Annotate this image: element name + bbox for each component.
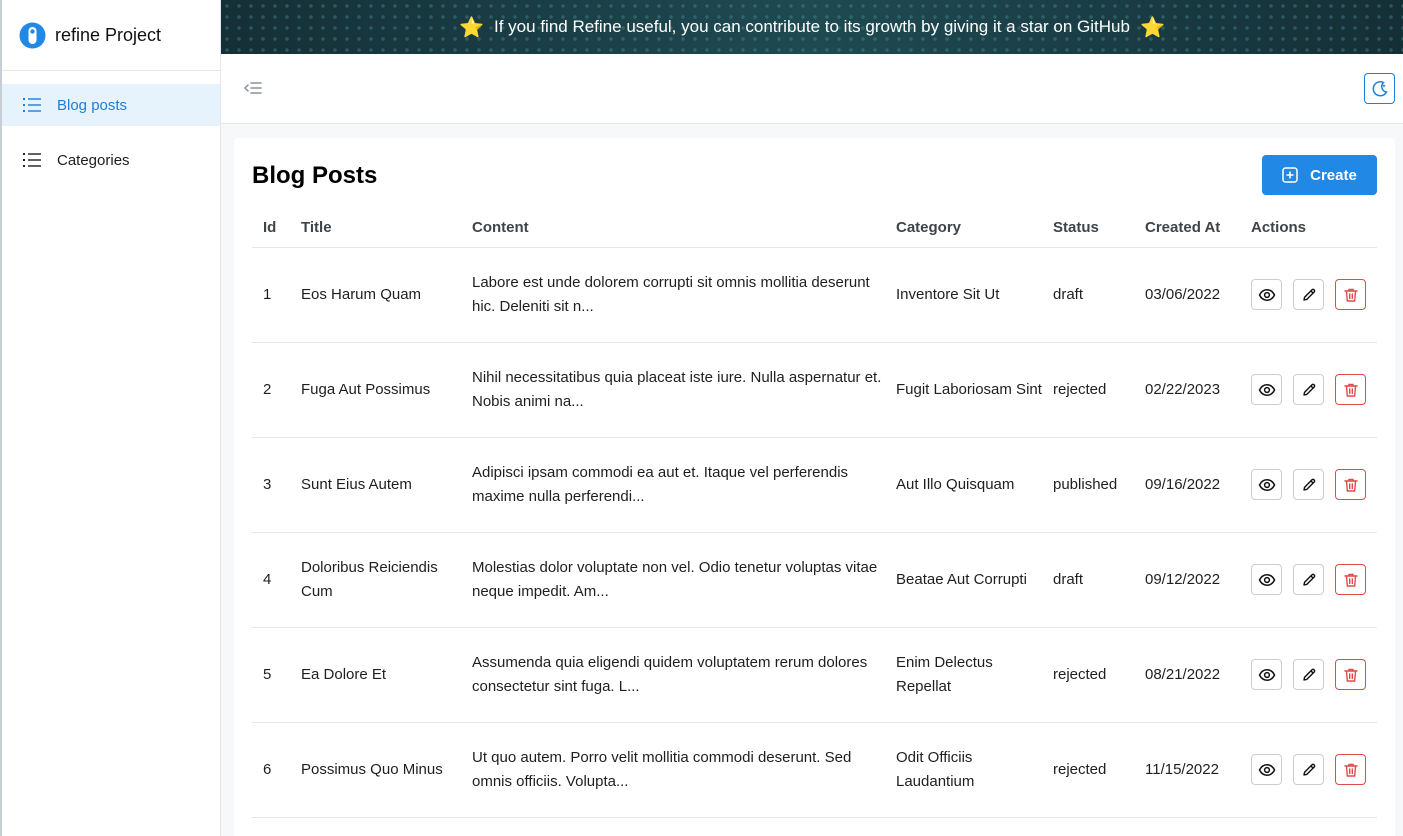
cell-created-at: 08/21/2022: [1145, 627, 1251, 722]
edit-button[interactable]: [1293, 564, 1324, 595]
pencil-icon: [1301, 477, 1317, 493]
star-icon: ⭐: [1139, 16, 1165, 39]
cell-actions: [1251, 437, 1377, 532]
trash-icon: [1343, 382, 1359, 398]
sidebar-nav: [2, 84, 220, 181]
cell-status: draft: [1053, 532, 1145, 627]
cell-content: Assumenda quia eligendi quidem voluptatem rerum dolores consectetur sint fuga. L...: [472, 627, 896, 722]
cell-id: 2: [252, 342, 301, 437]
cell-status: rejected: [1053, 722, 1145, 817]
brand[interactable]: [2, 0, 220, 71]
pencil-icon: [1301, 762, 1317, 778]
cell-content: Labore est unde dolorem corrupti sit omnis mollitia deserunt hic. Deleniti sit n...: [472, 247, 896, 342]
cell-title: Eos Harum Quam: [301, 247, 472, 342]
show-button[interactable]: [1251, 754, 1282, 785]
cell-id: 6: [252, 722, 301, 817]
trash-icon: [1343, 477, 1359, 493]
create-button-label: Create: [1310, 166, 1357, 184]
pencil-icon: [1301, 287, 1317, 303]
cell-content: Nihil necessitatibus quia placeat iste iure. Nulla aspernatur et. Nobis animi na...: [472, 342, 896, 437]
column-header-id[interactable]: Id: [252, 208, 301, 247]
sidebar-item-label: Blog posts: [57, 96, 128, 114]
cell-title: Possimus Quo Minus: [301, 722, 472, 817]
eye-icon: [1258, 666, 1276, 684]
cell-created-at: 03/06/2022: [1145, 247, 1251, 342]
cell-status: rejected: [1053, 627, 1145, 722]
show-button[interactable]: [1251, 659, 1282, 690]
trash-icon: [1343, 667, 1359, 683]
delete-button[interactable]: [1335, 279, 1366, 310]
cell-status: rejected: [1053, 342, 1145, 437]
column-header-created-at[interactable]: Created At: [1145, 208, 1251, 247]
cell-created-at: 02/22/2023: [1145, 342, 1251, 437]
list-icon: [23, 95, 43, 115]
eye-icon: [1258, 286, 1276, 304]
cell-category: Enim Delectus Repellat: [896, 627, 1053, 722]
eye-icon: [1258, 571, 1276, 589]
table-row: [252, 532, 1377, 627]
cell-created-at: 11/15/2022: [1145, 722, 1251, 817]
cell-actions: [1251, 532, 1377, 627]
cell-created-at: 09/12/2022: [1145, 532, 1251, 627]
create-button[interactable]: [1262, 155, 1377, 195]
sidebar: [0, 0, 221, 836]
plus-square-icon: [1282, 167, 1298, 183]
cell-category: Inventore Sit Ut: [896, 247, 1053, 342]
list-icon: [23, 150, 43, 170]
delete-button[interactable]: [1335, 564, 1366, 595]
delete-button[interactable]: [1335, 754, 1366, 785]
cell-status: draft: [1053, 247, 1145, 342]
trash-icon: [1343, 572, 1359, 588]
pencil-icon: [1301, 667, 1317, 683]
cell-status: published: [1053, 437, 1145, 532]
cell-actions: [1251, 247, 1377, 342]
collapse-sidebar-icon[interactable]: [243, 78, 263, 98]
trash-icon: [1343, 287, 1359, 303]
pencil-icon: [1301, 572, 1317, 588]
blog-posts-card: [234, 138, 1395, 836]
sidebar-item-categories[interactable]: [2, 139, 220, 181]
page-title: Blog Posts: [252, 162, 378, 189]
sidebar-item-label: Categories: [57, 151, 130, 169]
edit-button[interactable]: [1293, 469, 1324, 500]
moon-icon: [1371, 80, 1389, 98]
delete-button[interactable]: [1335, 374, 1366, 405]
cell-id: 1: [252, 247, 301, 342]
delete-button[interactable]: [1335, 469, 1366, 500]
column-header-actions: Actions: [1251, 208, 1377, 247]
cell-id: 3: [252, 437, 301, 532]
edit-button[interactable]: [1293, 754, 1324, 785]
cell-title: Sunt Eius Autem: [301, 437, 472, 532]
table-header-row: [252, 208, 1377, 247]
table-row: [252, 247, 1377, 342]
edit-button[interactable]: [1293, 279, 1324, 310]
cell-content: Ut quo autem. Porro velit mollitia commodi deserunt. Sed omnis officiis. Volupta...: [472, 722, 896, 817]
eye-icon: [1258, 476, 1276, 494]
cell-category: Odit Officiis Laudantium: [896, 722, 1053, 817]
column-header-content[interactable]: Content: [472, 208, 896, 247]
github-star-banner[interactable]: [221, 0, 1403, 54]
cell-id: 5: [252, 627, 301, 722]
cell-content: Molestias dolor voluptate non vel. Odio tenetur voluptas vitae neque impedit. Am...: [472, 532, 896, 627]
eye-icon: [1258, 761, 1276, 779]
show-button[interactable]: [1251, 279, 1282, 310]
column-header-category[interactable]: Category: [896, 208, 1053, 247]
sidebar-item-blog-posts[interactable]: [2, 84, 220, 126]
cell-created-at: 09/16/2022: [1145, 437, 1251, 532]
cell-actions: [1251, 627, 1377, 722]
refine-logo-icon: [19, 22, 46, 49]
table-row: [252, 722, 1377, 817]
cell-title: Ea Dolore Et: [301, 627, 472, 722]
app-name: refine Project: [55, 24, 162, 45]
table-row: [252, 437, 1377, 532]
show-button[interactable]: [1251, 374, 1282, 405]
eye-icon: [1258, 381, 1276, 399]
cell-id: 4: [252, 532, 301, 627]
banner-text: If you find Refine useful, you can contribute to its growth by giving it a star on GitHub: [494, 17, 1130, 36]
cell-actions: [1251, 342, 1377, 437]
cell-title: Fuga Aut Possimus: [301, 342, 472, 437]
top-header: [221, 54, 1403, 124]
edit-button[interactable]: [1293, 659, 1324, 690]
cell-category: Aut Illo Quisquam: [896, 437, 1053, 532]
star-icon: ⭐: [459, 16, 485, 39]
edit-button[interactable]: [1293, 374, 1324, 405]
column-header-title[interactable]: Title: [301, 208, 472, 247]
show-button[interactable]: [1251, 469, 1282, 500]
cell-category: Fugit Laboriosam Sint: [896, 342, 1053, 437]
cell-content: Adipisci ipsam commodi ea aut et. Itaque vel perferendis maxime nulla perferendi...: [472, 437, 896, 532]
table-row: [252, 627, 1377, 722]
table-row: [252, 342, 1377, 437]
cell-category: Beatae Aut Corrupti: [896, 532, 1053, 627]
cell-title: Doloribus Reiciendis Cum: [301, 532, 472, 627]
show-button[interactable]: [1251, 564, 1282, 595]
theme-toggle-button[interactable]: [1364, 73, 1395, 104]
pencil-icon: [1301, 382, 1317, 398]
cell-actions: [1251, 722, 1377, 817]
delete-button[interactable]: [1335, 659, 1366, 690]
column-header-status[interactable]: Status: [1053, 208, 1145, 247]
blog-posts-table: [252, 208, 1377, 818]
trash-icon: [1343, 762, 1359, 778]
